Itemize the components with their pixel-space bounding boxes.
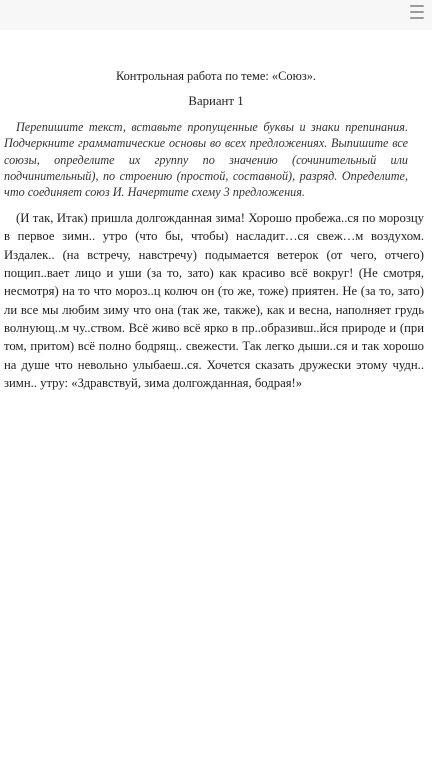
task-instructions: Перепишите текст, вставьте пропущенные буквы и знаки препинания. Подчеркните грамматические основы во всех предложениях. Выпишите все союзы, определите их группу по значению (сочинительный или подчинительный), по строению (простой, составной), разряд. Определите, что соединяет союз И. Начертите схему 3 предложения.	[4, 120, 408, 200]
exercise-text: (И так, Итак) пришла долгожданная зима! Хорошо пробежа..ся по морозцу в первое зимн.. утро (что бы, чтобы) насладит…ся свеж…м воздухом. Издалек.. (на встречу, навстречу) подымается ветерок (от чего, отчего) пощип..вает лицо и уши (за то, зато) как красиво всё вокруг! (Не смотря, несмотря) на то что мороз..ц колюч он (то же, тоже) приятен. Не (за то, зато) ли все мы любим зиму что она (так же, также), как и весна, наполняет грудь волнующ..м чу..ством. Всё живо всё ярко в пр..образивш..йся природе и (при том, притом) всё полно бодрящ.. свежести. Так легко дыши..ся и так хорошо на душе что невольно улыбаеш..ся. Хочется сказать дружески этому чудн.. зимн.. утру: «Здравствуй, зима долгожданная, бодрая!»	[4, 211, 424, 391]
variant-heading: Вариант 1	[188, 94, 244, 108]
document-title: Контрольная работа по теме: «Союз».	[115, 69, 317, 83]
document-page	[0, 30, 432, 774]
top-toolbar	[0, 0, 432, 30]
hamburger-menu-icon[interactable]	[410, 5, 424, 19]
